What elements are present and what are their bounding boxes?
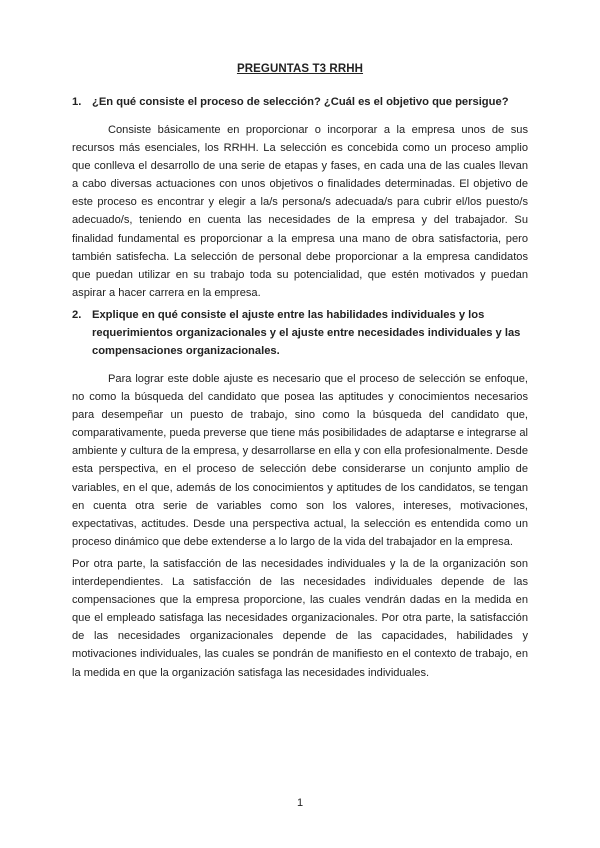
page-title: PREGUNTAS T3 RRHH (236, 63, 364, 75)
answer-2-paragraph-1: Para lograr este doble ajuste es necesario que el proceso de selección se enfoque, no como la búsqueda del candidato que posea las aptitudes y conocimientos necesarios para desempeñar un puesto de trabajo, sino como la búsqueda del candidato que, comparativamente, pueda preverse que tiene más posibilidades de adaptarse e integrarse al ambiente y cultura de la empresa, y desarrollarse en ella y con ella profesionalmente. Desde esta perspectiva, en el proceso de selección debe considerarse un conjunto amplio de variables, en el que, además de los conocimientos y aptitudes de los candidatos, se tengan en cuenta otra serie de variables como son los valores, intereses, motivaciones, expectativas, actitudes. Desde una perspectiva actual, la selección es entendida como un proceso dinámico que debe extenderse a lo largo de la vida del trabajador en la empresa. (72, 373, 528, 548)
question-2-number: 2. (72, 309, 82, 321)
question-1-number: 1. (72, 96, 82, 108)
question-1 (72, 93, 532, 111)
answer-2-paragraph-2: Por otra parte, la satisfacción de las necesidades individuales y la de la organización son interdependientes. La satisfacción de las necesidades individuales depende de las compensaciones que la empresa proporcione, las cuales vendrán dadas en la medida en que el empleado satisfaga las necesidades organizacionales. Por otra parte, la satisfacción de las necesidades organizacionales depende de las capacidades, habilidades y motivaciones individuales, las cuales se pondrán de manifiesto en el contexto de trabajo, en la medida en que la organización satisfaga las necesidades individuales. (72, 558, 528, 679)
answer-1-paragraph: Consiste básicamente en proporcionar o incorporar a la empresa unos de sus recursos más esenciales, los RRHH. La selección es concebida como un proceso amplio que conlleva el desarrollo de una serie de etapas y fases, en cada una de las cuales llevan a cabo diversas actuaciones con unos objetivos o finalidades determinadas. El objetivo de este proceso es encontrar y elegir a la/s persona/s adecuada/s para cubrir el/los puesto/s adecuado/s, teniendo en cuenta las necesidades de la empresa y del trabajador. Su finalidad fundamental es proporcionar a la empresa una mano de obra satisfactoria, pero también satisfecha. La selección de personal debe proporcionar a la empresa candidatos que puedan utilizar en su trabajo toda su potencialidad, que estén motivados y puedan aspirar a hacer carrera en la empresa. (72, 124, 528, 299)
question-2-text: Explique en qué consiste el ajuste entre las habilidades individuales y los requerimientos organizacionales y el ajuste entre necesidades individuales y las compensaciones organizacionales. (92, 309, 521, 357)
page-number: 1 (296, 797, 304, 809)
question-1-text: ¿En qué consiste el proceso de selección? ¿Cuál es el objetivo que persigue? (92, 96, 509, 108)
question-2 (72, 306, 532, 360)
